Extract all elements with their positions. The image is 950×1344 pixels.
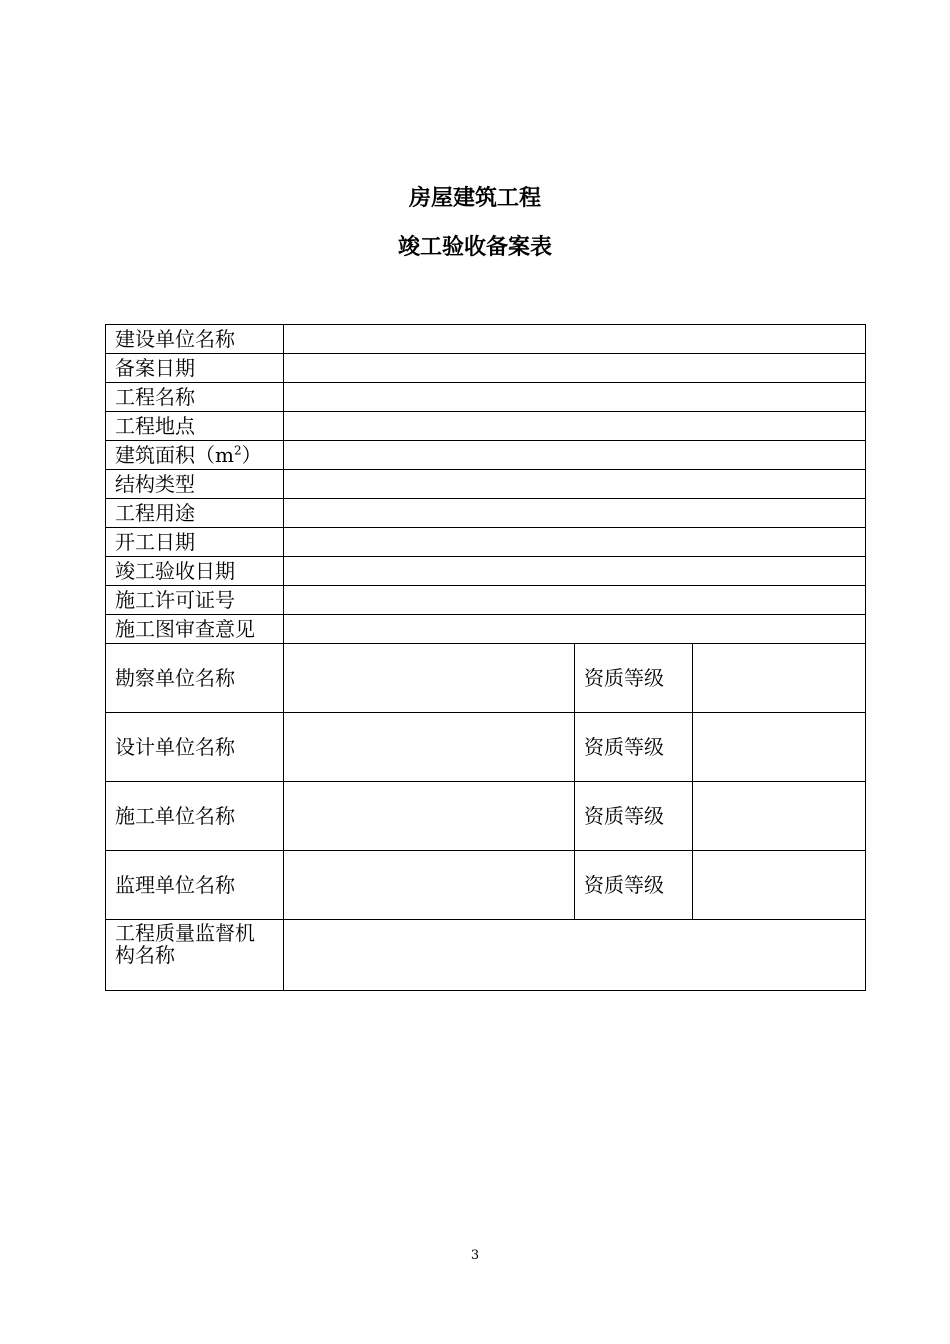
page-number: 3 — [470, 1248, 480, 1263]
field-value[interactable] — [284, 441, 866, 470]
field-label: 竣工验收日期 — [106, 557, 284, 586]
form-row — [106, 441, 866, 470]
field-label: 开工日期 — [106, 528, 284, 557]
area-label-text: 建筑面积（m — [115, 443, 234, 467]
field-value[interactable] — [284, 325, 866, 354]
form-row — [106, 499, 866, 528]
area-unit-superscript: 2 — [233, 443, 242, 458]
unit-row — [106, 851, 866, 920]
field-value[interactable] — [284, 499, 866, 528]
field-value[interactable] — [284, 615, 866, 644]
field-label: 施工许可证号 — [106, 586, 284, 615]
form-row — [106, 586, 866, 615]
area-label-suffix: ） — [241, 443, 262, 467]
qualification-label: 资质等级 — [575, 782, 693, 851]
qualification-label: 资质等级 — [575, 851, 693, 920]
qualification-label: 资质等级 — [575, 644, 693, 713]
form-row — [106, 325, 866, 354]
field-value[interactable] — [284, 528, 866, 557]
field-label: 备案日期 — [106, 354, 284, 383]
supervision-row — [106, 920, 866, 991]
form-row — [106, 615, 866, 644]
unit-value[interactable] — [284, 713, 575, 782]
document-title: 房屋建筑工程 — [408, 186, 541, 211]
unit-label: 施工单位名称 — [106, 782, 284, 851]
unit-label: 设计单位名称 — [106, 713, 284, 782]
qualification-value[interactable] — [693, 851, 866, 920]
field-value[interactable] — [284, 586, 866, 615]
form-row — [106, 354, 866, 383]
field-label: 工程名称 — [106, 383, 284, 412]
unit-value[interactable] — [284, 851, 575, 920]
field-label: 结构类型 — [106, 470, 284, 499]
unit-row — [106, 713, 866, 782]
form-row — [106, 383, 866, 412]
field-value[interactable] — [284, 383, 866, 412]
field-value[interactable] — [284, 354, 866, 383]
qualification-value[interactable] — [693, 713, 866, 782]
unit-label: 监理单位名称 — [106, 851, 284, 920]
field-value[interactable] — [284, 412, 866, 441]
unit-row — [106, 782, 866, 851]
form-row — [106, 528, 866, 557]
field-label: 工程用途 — [106, 499, 284, 528]
filing-form-table — [105, 324, 866, 991]
field-label: 施工图审查意见 — [106, 615, 284, 644]
unit-value[interactable] — [284, 782, 575, 851]
field-value[interactable] — [284, 470, 866, 499]
unit-value[interactable] — [284, 644, 575, 713]
document-subtitle: 竣工验收备案表 — [397, 235, 552, 260]
field-value[interactable] — [284, 557, 866, 586]
field-label: 工程地点 — [106, 412, 284, 441]
unit-label: 勘察单位名称 — [106, 644, 284, 713]
form-row — [106, 412, 866, 441]
field-label: 建设单位名称 — [106, 325, 284, 354]
qualification-value[interactable] — [693, 782, 866, 851]
form-row — [106, 557, 866, 586]
form-row — [106, 470, 866, 499]
unit-row — [106, 644, 866, 713]
supervision-value[interactable] — [284, 920, 866, 991]
field-label-area — [106, 441, 284, 470]
qualification-label: 资质等级 — [575, 713, 693, 782]
qualification-value[interactable] — [693, 644, 866, 713]
supervision-label: 工程质量监督机构名称 — [106, 920, 284, 991]
